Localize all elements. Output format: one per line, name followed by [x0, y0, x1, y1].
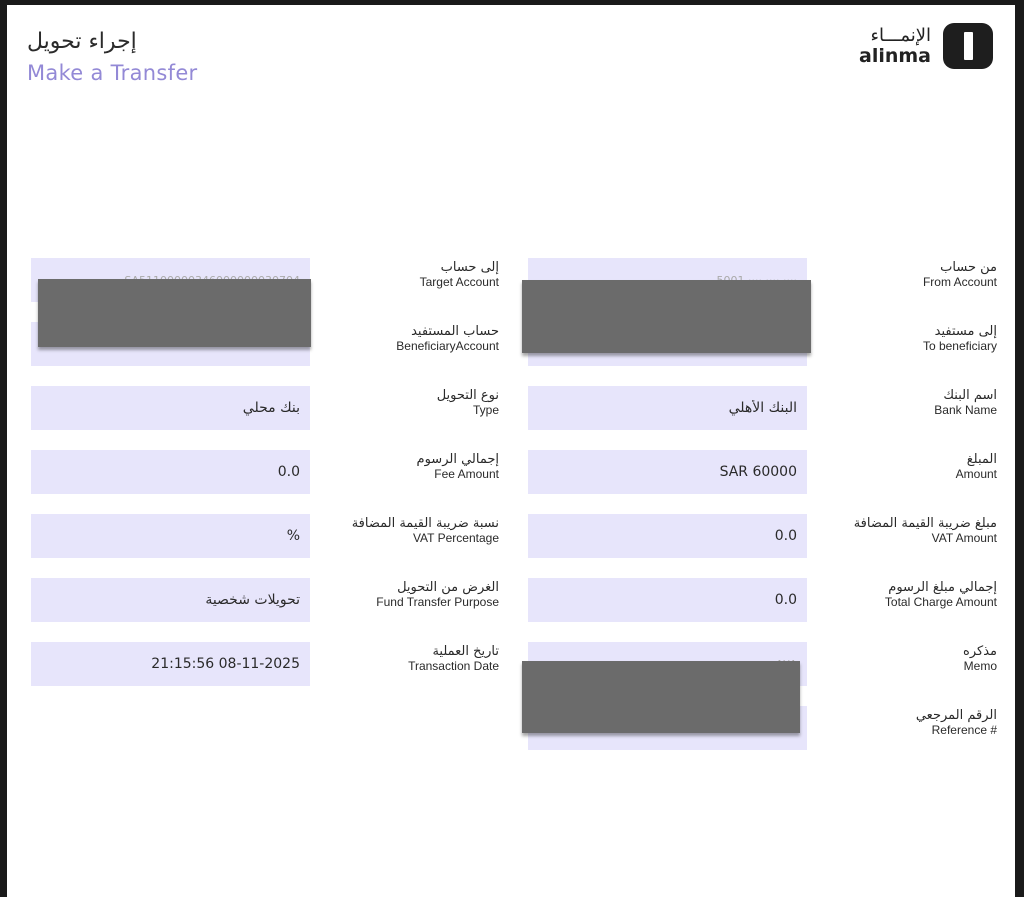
bank-name-label: اسم البنك Bank Name — [934, 388, 997, 417]
from-account-label: من حساب From Account — [922, 260, 997, 289]
redaction-box-from-account — [522, 280, 811, 353]
amount-label: المبلغ Amount — [955, 452, 997, 481]
redaction-box-memo-reference — [522, 661, 800, 733]
transfer-purpose-field — [31, 578, 310, 622]
transfer-type-value: بنك محلي — [242, 400, 300, 416]
transfer-type-label: نوع التحويل Type — [436, 388, 499, 417]
transfer-receipt-page — [7, 5, 1015, 897]
vat-amount-field — [528, 514, 807, 558]
total-charge-value: 0.0 — [774, 592, 797, 608]
vat-percentage-label: نسبة ضريبة القيمة المضافة VAT Percentage — [351, 516, 499, 545]
logo-text-arabic: الإنمـــاء — [870, 24, 931, 46]
vat-amount-value: 0.0 — [774, 528, 797, 544]
total-charge-label: إجمالي مبلغ الرسوم Total Charge Amount — [884, 580, 997, 609]
page-title: Make a Transfer — [27, 61, 198, 85]
page-title-arabic: إجراء تحويل — [27, 29, 137, 54]
transaction-date-value: 21:15:56 08-11-2025 — [151, 656, 300, 672]
transfer-type-field — [31, 386, 310, 430]
memo-label: مذكره Memo — [963, 644, 997, 673]
fee-amount-value: 0.0 — [277, 464, 300, 480]
vat-percentage-value: % — [286, 528, 300, 544]
reference-label: الرقم المرجعي Reference # — [915, 708, 997, 737]
redaction-box-target-account — [38, 279, 311, 347]
bank-name-value: البنك الأهلي — [728, 400, 797, 416]
total-charge-field — [528, 578, 807, 622]
transaction-date-label: تاريخ العملية Transaction Date — [408, 644, 499, 673]
amount-field — [528, 450, 807, 494]
amount-value: SAR 60000 — [719, 464, 797, 480]
logo-text: alinma — [859, 44, 931, 67]
beneficiary-account-label: حساب المستفيد BeneficiaryAccount — [396, 324, 499, 353]
fee-amount-field — [31, 450, 310, 494]
alinma-logo-icon — [943, 23, 993, 69]
transfer-purpose-label: الغرض من التحويل Fund Transfer Purpose — [376, 580, 499, 609]
target-account-label: إلى حساب Target Account — [419, 260, 499, 289]
transaction-date-field — [31, 642, 310, 686]
vat-amount-label: مبلغ ضريبة القيمة المضافة VAT Amount — [853, 516, 997, 545]
transfer-purpose-value: تحويلات شخصية — [205, 592, 300, 608]
vat-percentage-field — [31, 514, 310, 558]
alinma-logo — [859, 23, 993, 69]
bank-name-field — [528, 386, 807, 430]
fee-amount-label: إجمالي الرسوم Fee Amount — [416, 452, 499, 481]
to-beneficiary-label: إلى مستفيد To beneficiary — [922, 324, 997, 353]
